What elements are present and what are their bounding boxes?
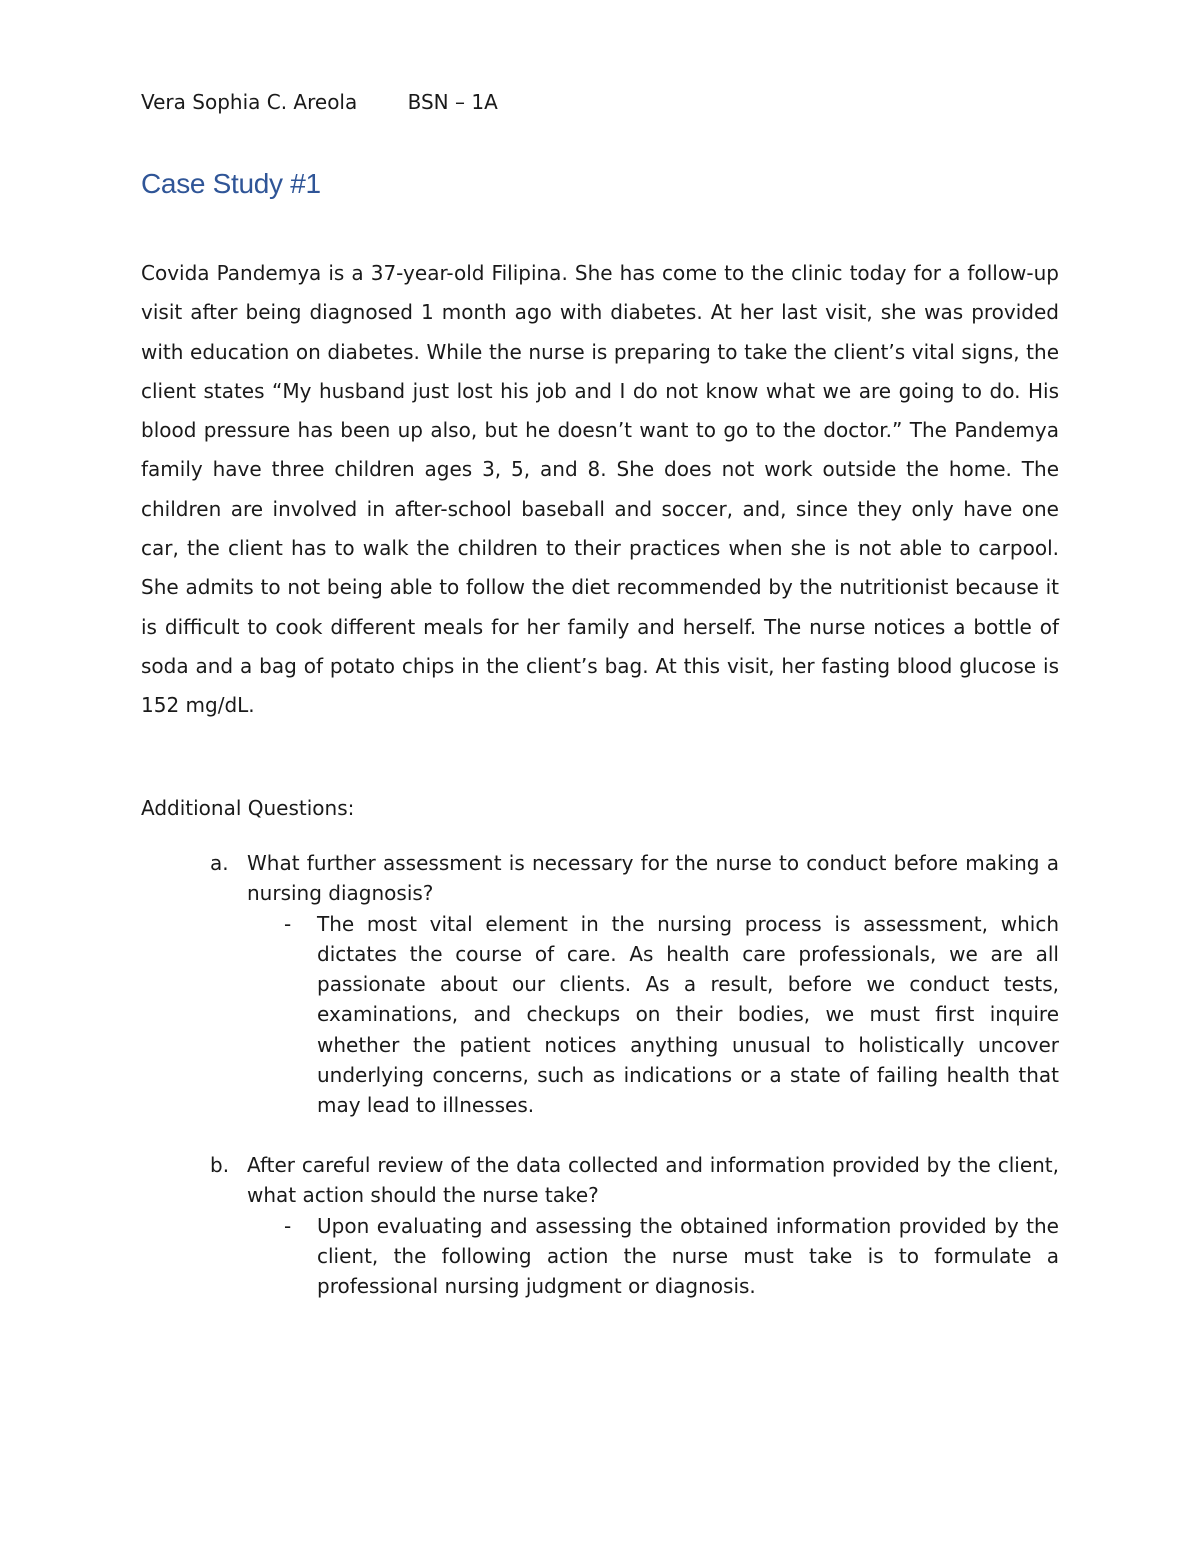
question-b-text: After careful review of the data collected and information provided by the client, what action should the nurse take? xyxy=(247,1153,1059,1208)
answer-a-bullet: - xyxy=(284,911,292,936)
answer-a-text: The most vital element in the nursing process is assessment, which dictates the course of care. As health care professionals, we are all passionate about our clients. As a result, before we conduct tests, examinations, and checkups on their bodies, we must first inquire whether the patient notices anything unusual to holistically uncover underlying concerns, such as indications or a state of failing health that may lead to illnesses. xyxy=(317,911,1059,1118)
question-a-row xyxy=(210,848,1059,909)
answer-a-row xyxy=(210,909,1059,1121)
answer-b-row xyxy=(210,1211,1059,1302)
course-section: BSN – 1A xyxy=(407,90,498,114)
answer-b-text: Upon evaluating and assessing the obtained information provided by the client, the following action the nurse must take is to formulate a professional nursing judgment or diagnosis. xyxy=(317,1213,1059,1299)
additional-questions-heading: Additional Questions: xyxy=(141,796,355,820)
question-a-letter: a. xyxy=(210,851,229,875)
document-header xyxy=(141,90,498,114)
student-name: Vera Sophia C. Areola xyxy=(141,90,358,114)
question-b-letter: b. xyxy=(210,1153,230,1177)
question-b xyxy=(210,1150,1059,1301)
case-study-title: Case Study #1 xyxy=(141,168,321,199)
question-a xyxy=(210,848,1059,1121)
case-description-paragraph: Covida Pandemya is a 37-year-old Filipina. She has come to the clinic today for a follow-up visit after being diagnosed 1 month ago with diabetes. At her last visit, she was provided with education on diabetes. While the nurse is preparing to take the client’s vital signs, the client states “My husband just lost his job and I do not know what we are going to do. His blood pressure has been up also, but he doesn’t want to go to the doctor.” The Pandemya family have three children ages 3, 5, and 8. She does not work outside the home. The children are involved in after-school baseball and soccer, and, since they only have one car, the client has to walk the children to their practices when she is not able to carpool. She admits to not being able to follow the diet recommended by the nutritionist because it is difficult to cook different meals for her family and herself. The nurse notices a bottle of soda and a bag of potato chips in the client’s bag. At this visit, her fasting blood glucose is 152 mg/dL. xyxy=(141,261,1059,718)
question-b-row xyxy=(210,1150,1059,1211)
answer-b-bullet: - xyxy=(284,1213,292,1238)
question-a-text: What further assessment is necessary for the nurse to conduct before making a nursing diagnosis? xyxy=(247,851,1059,906)
